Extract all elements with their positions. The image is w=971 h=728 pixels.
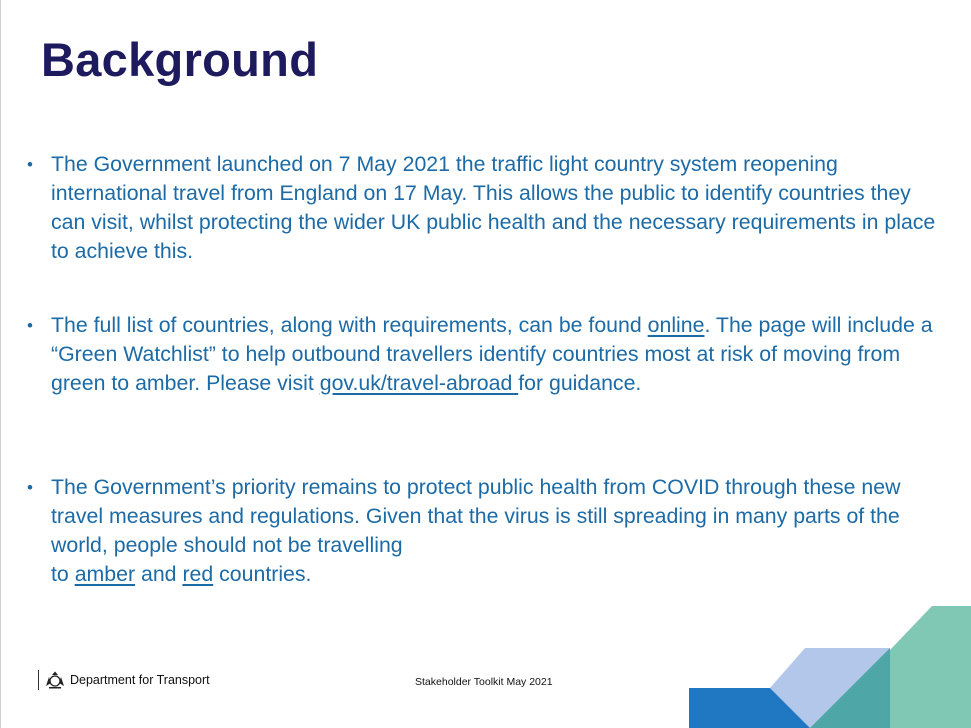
- bullet-dot-icon: •: [27, 316, 33, 335]
- bullet-3-text-part2: to: [51, 562, 75, 586]
- bullet-2-text-part3: for guidance.: [518, 371, 642, 395]
- bullet-2-text-part1: The full list of countries, along with requirements, can be found: [51, 313, 648, 337]
- footer-text: Stakeholder Toolkit May 2021: [415, 676, 553, 688]
- amber-link[interactable]: amber: [74, 562, 136, 586]
- department-name: Department for Transport: [70, 673, 210, 687]
- bullet-3-text-part4: countries.: [213, 562, 312, 586]
- travel-abroad-link[interactable]: gov.uk/travel-abroad: [319, 371, 519, 395]
- bullet-dot-icon: •: [27, 155, 33, 174]
- bullet-3-text-part3: and: [135, 562, 183, 586]
- bullet-3-text-part1: The Government’s priority remains to protect public health from COVID through these new travel measures and regulations. Given that the virus is still spreading in many parts of the world, people should not be travelling: [51, 475, 901, 557]
- slide-title: Background: [41, 33, 319, 86]
- online-link[interactable]: online: [647, 313, 705, 337]
- bullet-1-text: The Government launched on 7 May 2021 the traffic light country system reopening international travel from England on 17 May. This allows the public to identify countries they can visit, whilst protecting the wider UK public health and the necessary requirements in place to achieve this.: [51, 152, 936, 263]
- bullet-2-text-part2: . The page will include a “Green Watchlist” to help outbound travellers identify countries most at risk of moving from green to amber. Please visit: [51, 313, 933, 395]
- bullet-dot-icon: •: [27, 478, 33, 497]
- red-link[interactable]: red: [182, 562, 214, 586]
- deco-light-green-shape: [890, 606, 971, 728]
